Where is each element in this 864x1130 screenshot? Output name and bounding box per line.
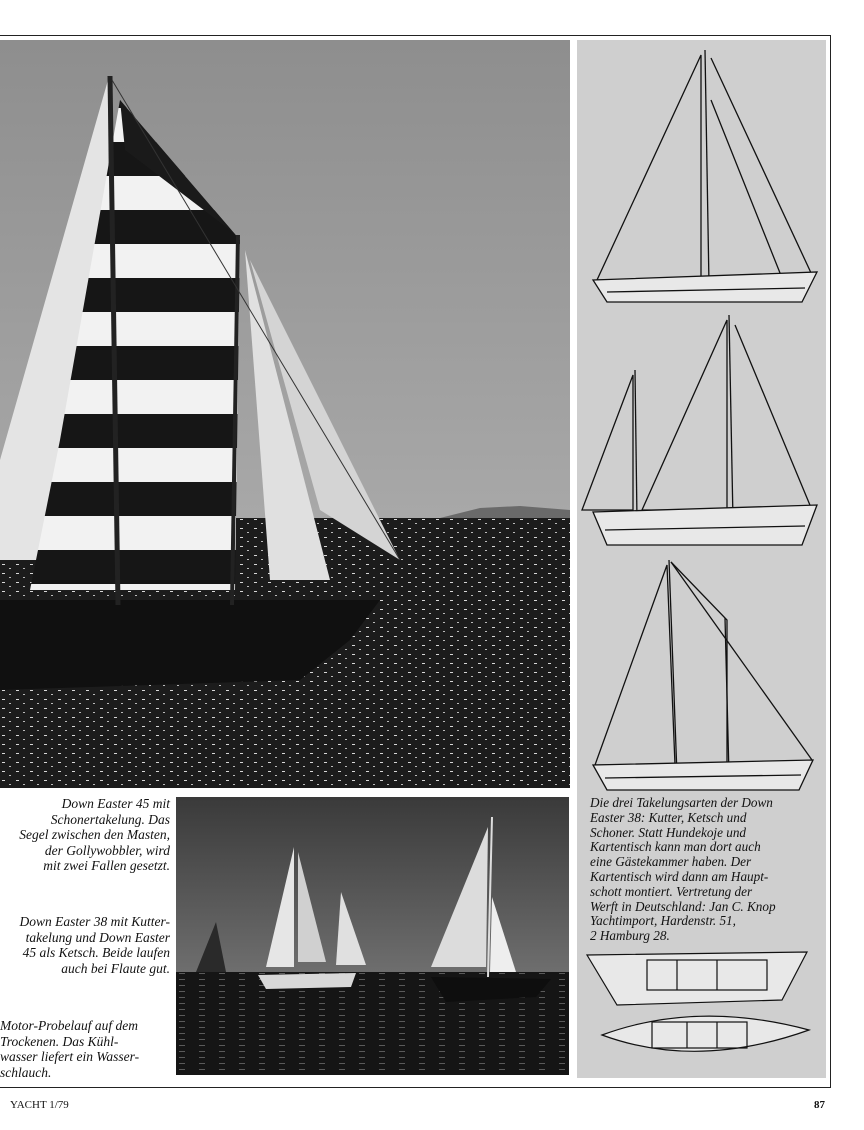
deck-plan-drawings bbox=[587, 952, 809, 1051]
page-number: 87 bbox=[814, 1099, 825, 1111]
cutter-drawing bbox=[593, 50, 817, 302]
fleet-photo bbox=[176, 797, 569, 1075]
schooner-photo bbox=[0, 40, 570, 788]
rigs-caption: Die drei Takelungsarten der Down Easter 38: Kutter, Ketsch und Schoner. Statt Hundekoje und Kartentisch kann man dort auch eine Gästekammer haben. Der Kartentisch wird dann am Haupt- schott montiert. Vertretung der Werft in Deutschland: Jan C. Knop Yachtimport, Hardenstr. 51, 2 Hamburg 28. bbox=[590, 795, 776, 944]
magazine-footer: YACHT 1/79 bbox=[10, 1099, 69, 1111]
cutter-ketch-caption: Down Easter 38 mit Kutter- takelung und Down Easter 45 als Ketsch. Beide laufen auch bei Flaute gut. bbox=[19, 914, 170, 976]
motor-caption: Motor-Probelauf auf dem Trockenen. Das Kühl- wasser liefert ein Wasser- schlauch. bbox=[0, 1018, 140, 1080]
schooner-caption: Down Easter 45 mit Schonertakelung. Das Segel zwischen den Masten, der Gollywobbler, wird mit zwei Fallen gesetzt. bbox=[19, 796, 170, 873]
schooner-drawing bbox=[593, 560, 813, 790]
ketch-drawing bbox=[582, 315, 817, 545]
